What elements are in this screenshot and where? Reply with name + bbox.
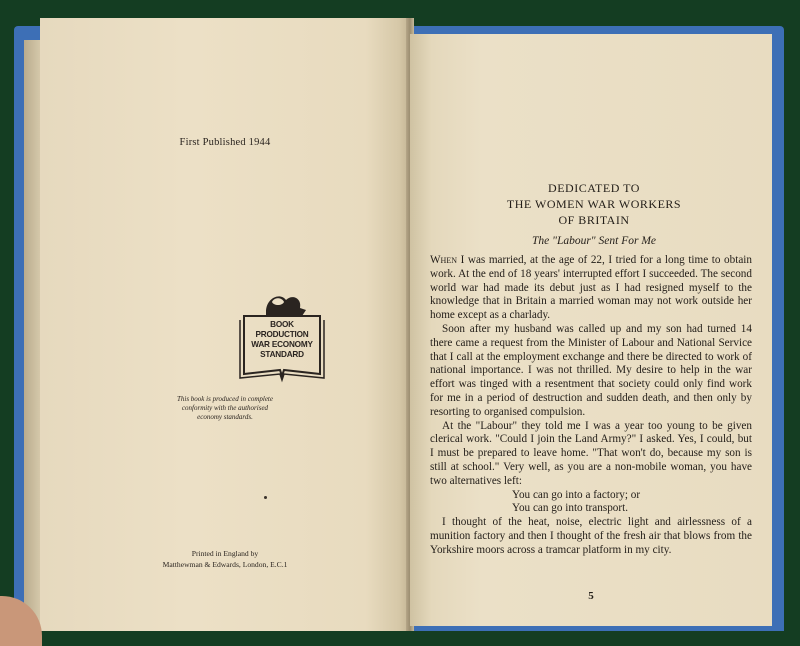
dedication (428, 180, 760, 228)
paragraph: Soon after my husband was called up and my son had turned 14 there came a request from the Minister of Labour and National Service that I call at the employment exchange and there be directed to work of national importance. I was not thrilled. My desire to help in the war effort was tinged with a resentment that society could only find work for me in a period of destruction and sudden death, and then only by resorting to organised compulsion. (430, 322, 752, 418)
right-page (410, 34, 772, 626)
dedication-line: THE WOMEN WAR WORKERS (506, 197, 682, 211)
paragraph: I thought of the heat, noise, electric light and airlessness of a munition factory and then I thought of the fresh air that blows from the Yorkshire moors across a tramcar platform in my city. (430, 516, 752, 556)
paragraph-text: I was married, at the age of 22, I tried for a long time to obtain work. At the end of 18 years' interrupted effort I succeeded. The second world war had made its debut just as I had resigned myself to the knowledge that in Britain a married woman may not work outside her home except as a charlady. (430, 254, 752, 322)
economy-note-line: economy standards. (197, 413, 253, 421)
emblem-text (236, 320, 328, 360)
chapter-body (430, 254, 752, 558)
dedication-line: DEDICATED TO (548, 181, 640, 195)
economy-note-line: This book is produced in complete (177, 395, 273, 403)
printer-line: Matthewman & Edwards, London, E.C.1 (162, 560, 288, 569)
page-number: 5 (588, 590, 594, 602)
emblem-line: STANDARD (260, 350, 304, 359)
book-production-emblem (236, 288, 328, 384)
dedication-line: OF BRITAIN (558, 213, 630, 227)
emblem-line: BOOK (270, 320, 294, 329)
chapter-title: The "Labour" Sent For Me (531, 235, 656, 247)
first-published-line: First Published 1944 (179, 137, 271, 148)
emblem-line: PRODUCTION (255, 330, 309, 339)
economy-note (40, 395, 410, 422)
option-line: You can go into a factory; or (512, 488, 641, 501)
left-page (40, 18, 410, 631)
paragraph (430, 254, 752, 323)
paragraph: At the "Labour" they told me I was a year too young to be given clerical work. "Could I join the Land Army?" I asked. Yes, I could, but I must be prepared to leave home. "That won't do, because my son is still at school." Very well, as you are a non-mobile woman, you have two alternatives left: (430, 419, 752, 487)
economy-note-line: conformity with the authorised (181, 404, 269, 412)
option-line: You can go into transport. (512, 502, 629, 515)
printer-line: Printed in England by (191, 549, 259, 558)
emblem-line: WAR ECONOMY (251, 340, 313, 349)
first-word: When (430, 254, 458, 266)
printer-imprint (40, 548, 410, 570)
page-speck (264, 496, 267, 499)
